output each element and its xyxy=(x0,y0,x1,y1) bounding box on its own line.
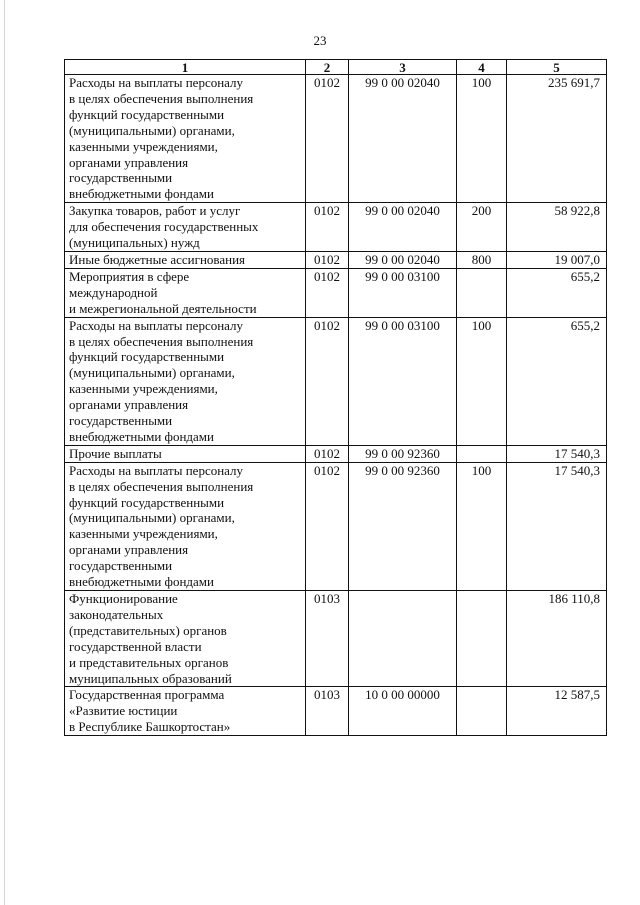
row-kind: 200 xyxy=(457,203,507,252)
row-amount: 17 540,3 xyxy=(507,462,607,590)
table-row xyxy=(65,591,607,687)
row-amount: 186 110,8 xyxy=(507,591,607,687)
row-name: Прочие выплаты xyxy=(65,445,306,462)
row-section: 0103 xyxy=(306,687,349,736)
table-row xyxy=(65,445,607,462)
row-amount: 655,2 xyxy=(507,268,607,317)
row-name: Государственная программа «Развитие юстиции в Республике Башкортостан» xyxy=(65,687,306,736)
page-number: 23 xyxy=(313,33,327,48)
row-section: 0102 xyxy=(306,251,349,268)
row-target: 99 0 00 03100 xyxy=(349,317,457,445)
row-kind: 100 xyxy=(457,462,507,590)
row-section: 0102 xyxy=(306,462,349,590)
row-kind: 100 xyxy=(457,75,507,203)
row-name: Закупка товаров, работ и услуг для обеспечения государственных (муниципальных) нужд xyxy=(65,203,306,252)
row-target: 99 0 00 03100 xyxy=(349,268,457,317)
row-target: 10 0 00 00000 xyxy=(349,687,457,736)
row-amount: 58 922,8 xyxy=(507,203,607,252)
row-kind xyxy=(457,268,507,317)
row-section: 0102 xyxy=(306,445,349,462)
header-col-4: 4 xyxy=(457,60,507,75)
row-section: 0102 xyxy=(306,75,349,203)
row-amount: 235 691,7 xyxy=(507,75,607,203)
row-kind xyxy=(457,687,507,736)
table-body xyxy=(65,75,607,736)
table-row xyxy=(65,251,607,268)
header-col-1: 1 xyxy=(65,60,306,75)
table-row xyxy=(65,687,607,736)
row-name: Расходы на выплаты персоналу в целях обеспечения выполнения функций государственными (муниципальными) органами, казенными учреждениями, органами управления государственными внебюджетными фондами xyxy=(65,462,306,590)
row-amount: 655,2 xyxy=(507,317,607,445)
header-col-2: 2 xyxy=(306,60,349,75)
page-edge xyxy=(4,0,5,905)
row-kind xyxy=(457,445,507,462)
row-amount: 12 587,5 xyxy=(507,687,607,736)
row-target: 99 0 00 92360 xyxy=(349,445,457,462)
row-name: Иные бюджетные ассигнования xyxy=(65,251,306,268)
row-name: Расходы на выплаты персоналу в целях обеспечения выполнения функций государственными (муниципальными) органами, казенными учреждениями, органами управления государственными внебюджетными фондами xyxy=(65,317,306,445)
header-col-3: 3 xyxy=(349,60,457,75)
table-row xyxy=(65,75,607,203)
row-section: 0102 xyxy=(306,317,349,445)
row-name: Функционирование законодательных (представительных) органов государственной власти и представительных органов муниципальных образований xyxy=(65,591,306,687)
header-row xyxy=(65,60,607,75)
row-section: 0103 xyxy=(306,591,349,687)
row-target: 99 0 00 02040 xyxy=(349,251,457,268)
row-amount: 17 540,3 xyxy=(507,445,607,462)
row-section: 0102 xyxy=(306,203,349,252)
table-row xyxy=(65,462,607,590)
table-header xyxy=(65,60,607,75)
row-target: 99 0 00 02040 xyxy=(349,203,457,252)
table-row xyxy=(65,203,607,252)
row-kind xyxy=(457,591,507,687)
row-target: 99 0 00 02040 xyxy=(349,75,457,203)
row-section: 0102 xyxy=(306,268,349,317)
table-row xyxy=(65,268,607,317)
budget-table xyxy=(64,59,607,736)
row-kind: 800 xyxy=(457,251,507,268)
row-amount: 19 007,0 xyxy=(507,251,607,268)
row-target xyxy=(349,591,457,687)
table-row xyxy=(65,317,607,445)
row-target: 99 0 00 92360 xyxy=(349,462,457,590)
header-col-5: 5 xyxy=(507,60,607,75)
row-name: Мероприятия в сфере международной и межрегиональной деятельности xyxy=(65,268,306,317)
row-name: Расходы на выплаты персоналу в целях обеспечения выполнения функций государственными (муниципальными) органами, казенными учреждениями, органами управления государственными внебюджетными фондами xyxy=(65,75,306,203)
row-kind: 100 xyxy=(457,317,507,445)
